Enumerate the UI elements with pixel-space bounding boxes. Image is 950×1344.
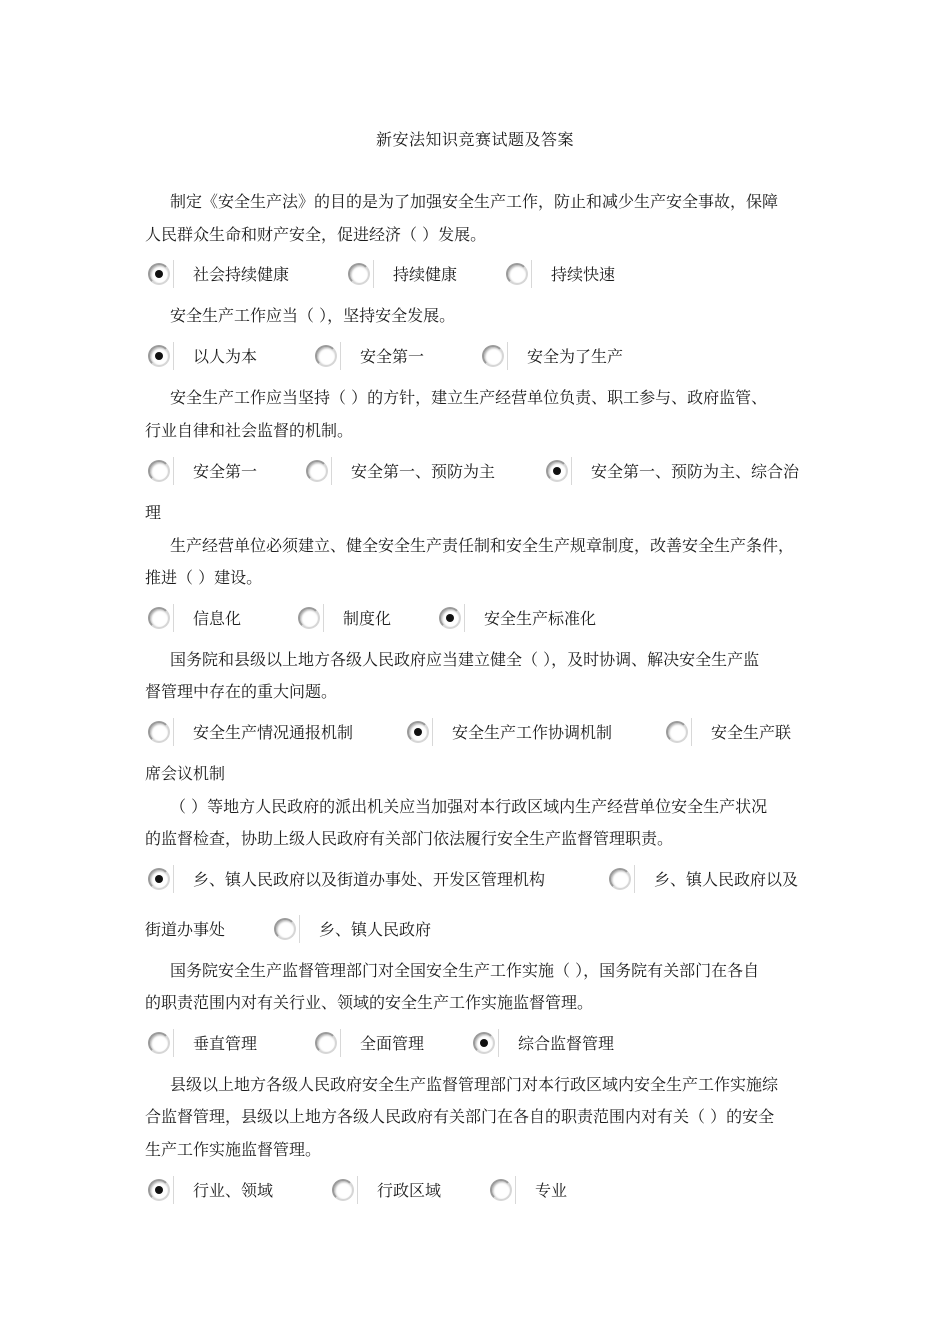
question-3-option-1-radio[interactable] bbox=[148, 455, 174, 487]
question-3-option-3-label-wrap: 理 bbox=[145, 503, 162, 522]
divider bbox=[173, 342, 174, 370]
divider bbox=[515, 1176, 516, 1204]
question-6-option-2-label: 乡、镇人民政府以及 bbox=[654, 870, 799, 889]
divider bbox=[173, 865, 174, 893]
question-2-option-1-radio[interactable] bbox=[148, 340, 174, 372]
question-7-option-3-radio[interactable] bbox=[473, 1027, 499, 1059]
question-8-option-1-label: 行业、领域 bbox=[193, 1181, 274, 1200]
radio-icon[interactable] bbox=[609, 868, 631, 890]
question-6-option-3-label: 乡、镇人民政府 bbox=[319, 920, 432, 939]
question-7-option-2-radio[interactable] bbox=[315, 1027, 341, 1059]
question-1-option-1-label: 社会持续健康 bbox=[193, 265, 290, 284]
question-8-option-1-radio[interactable] bbox=[148, 1174, 174, 1206]
divider bbox=[464, 604, 465, 632]
divider bbox=[340, 342, 341, 370]
question-8-option-2-label: 行政区域 bbox=[377, 1181, 442, 1200]
question-5-option-3-label: 安全生产联 bbox=[711, 723, 792, 742]
question-5-line-1: 国务院和县级以上地方各级人民政府应当建立健全（ ），及时协调、解决安全生产监 bbox=[170, 650, 760, 669]
radio-icon[interactable] bbox=[666, 721, 688, 743]
question-3-option-2-label: 安全第一、预防为主 bbox=[351, 462, 496, 481]
question-8-line-3: 生产工作实施监督管理。 bbox=[145, 1140, 322, 1159]
question-6-line-2: 的监督检查，协助上级人民政府有关部门依法履行安全生产监督管理职责。 bbox=[145, 829, 674, 848]
radio-icon[interactable] bbox=[148, 1032, 170, 1054]
question-2-option-2-radio[interactable] bbox=[315, 340, 341, 372]
radio-icon[interactable] bbox=[482, 345, 504, 367]
question-1-option-3-radio[interactable] bbox=[506, 258, 532, 290]
question-3-line-2: 行业自律和社会监督的机制。 bbox=[145, 421, 354, 440]
question-1-line-1: 制定《安全生产法》的目的是为了加强安全生产工作，防止和减少生产安全事故，保障 bbox=[170, 192, 779, 211]
radio-icon[interactable] bbox=[298, 607, 320, 629]
question-3-option-2-radio[interactable] bbox=[306, 455, 332, 487]
question-6-option-1-label: 乡、镇人民政府以及街道办事处、开发区管理机构 bbox=[193, 870, 546, 889]
radio-icon[interactable] bbox=[407, 721, 429, 743]
radio-icon[interactable] bbox=[148, 607, 170, 629]
question-6-line-1: （ ）等地方人民政府的派出机关应当加强对本行政区域内生产经营单位安全生产状况 bbox=[170, 797, 768, 816]
divider bbox=[173, 1176, 174, 1204]
question-5-option-1-radio[interactable] bbox=[148, 716, 174, 748]
question-4-option-2-label: 制度化 bbox=[343, 609, 392, 628]
question-4-option-1-radio[interactable] bbox=[148, 602, 174, 634]
radio-icon[interactable] bbox=[315, 345, 337, 367]
divider bbox=[432, 718, 433, 746]
divider bbox=[571, 457, 572, 485]
radio-icon[interactable] bbox=[332, 1179, 354, 1201]
question-3-option-3-radio[interactable] bbox=[546, 455, 572, 487]
radio-icon[interactable] bbox=[148, 345, 170, 367]
question-1-line-2: 人民群众生命和财产安全，促进经济（ ）发展。 bbox=[145, 225, 487, 244]
question-1-option-1-radio[interactable] bbox=[148, 258, 174, 290]
question-5-option-3-label-wrap: 席会议机制 bbox=[145, 764, 226, 783]
divider bbox=[299, 915, 300, 943]
question-4-line-1: 生产经营单位必须建立、健全安全生产责任制和安全生产规章制度，改善安全生产条件， bbox=[170, 536, 795, 555]
question-6-option-2-radio[interactable] bbox=[609, 863, 635, 895]
question-5-option-2-radio[interactable] bbox=[407, 716, 433, 748]
question-7-option-2-label: 全面管理 bbox=[360, 1034, 425, 1053]
question-6-option-3-radio[interactable] bbox=[274, 913, 300, 945]
question-4-option-3-radio[interactable] bbox=[439, 602, 465, 634]
radio-icon[interactable] bbox=[439, 607, 461, 629]
question-2-option-3-radio[interactable] bbox=[482, 340, 508, 372]
question-6-option-1-radio[interactable] bbox=[148, 863, 174, 895]
question-4-option-1-label: 信息化 bbox=[193, 609, 242, 628]
radio-icon[interactable] bbox=[148, 460, 170, 482]
radio-icon[interactable] bbox=[315, 1032, 337, 1054]
radio-icon[interactable] bbox=[148, 721, 170, 743]
question-5-line-2: 督管理中存在的重大问题。 bbox=[145, 682, 338, 701]
question-7-line-1: 国务院安全生产监督管理部门对全国安全生产工作实施（ ），国务院有关部门在各自 bbox=[170, 961, 760, 980]
question-5-option-1-label: 安全生产情况通报机制 bbox=[193, 723, 354, 742]
question-8-option-3-label: 专业 bbox=[535, 1181, 568, 1200]
radio-icon[interactable] bbox=[546, 460, 568, 482]
question-7-option-1-label: 垂直管理 bbox=[193, 1034, 258, 1053]
question-8-option-3-radio[interactable] bbox=[490, 1174, 516, 1206]
radio-icon[interactable] bbox=[148, 1179, 170, 1201]
question-5-option-2-label: 安全生产工作协调机制 bbox=[452, 723, 613, 742]
document-title: 新安法知识竞赛试题及答案 bbox=[375, 130, 574, 149]
divider bbox=[323, 604, 324, 632]
divider bbox=[357, 1176, 358, 1204]
question-4-option-3-label: 安全生产标准化 bbox=[484, 609, 597, 628]
question-7-line-2: 的职责范围内对有关行业、领域的安全生产工作实施监督管理。 bbox=[145, 993, 594, 1012]
divider bbox=[173, 457, 174, 485]
radio-icon[interactable] bbox=[348, 263, 370, 285]
divider bbox=[173, 604, 174, 632]
radio-icon[interactable] bbox=[473, 1032, 495, 1054]
question-2-option-3-label: 安全为了生产 bbox=[527, 347, 624, 366]
radio-icon[interactable] bbox=[148, 263, 170, 285]
radio-icon[interactable] bbox=[274, 918, 296, 940]
question-4-option-2-radio[interactable] bbox=[298, 602, 324, 634]
divider bbox=[507, 342, 508, 370]
question-7-option-3-label: 综合监督管理 bbox=[518, 1034, 615, 1053]
divider bbox=[498, 1029, 499, 1057]
divider bbox=[173, 718, 174, 746]
divider bbox=[634, 865, 635, 893]
question-1-option-2-label: 持续健康 bbox=[393, 265, 458, 284]
question-1-option-2-radio[interactable] bbox=[348, 258, 374, 290]
radio-icon[interactable] bbox=[506, 263, 528, 285]
divider bbox=[331, 457, 332, 485]
question-6-option-2-label-wrap: 街道办事处 bbox=[145, 920, 226, 939]
divider bbox=[531, 260, 532, 288]
radio-icon[interactable] bbox=[306, 460, 328, 482]
question-2-option-1-label: 以人为本 bbox=[193, 347, 258, 366]
question-1-option-3-label: 持续快速 bbox=[551, 265, 616, 284]
radio-icon[interactable] bbox=[490, 1179, 512, 1201]
question-8-option-2-radio[interactable] bbox=[332, 1174, 358, 1206]
question-7-option-1-radio[interactable] bbox=[148, 1027, 174, 1059]
divider bbox=[173, 260, 174, 288]
question-8-line-2: 合监督管理，县级以上地方各级人民政府有关部门在各自的职责范围内对有关（ ）的安全 bbox=[145, 1107, 775, 1126]
radio-icon[interactable] bbox=[148, 868, 170, 890]
question-4-line-2: 推进（ ）建设。 bbox=[145, 568, 263, 587]
question-2-option-2-label: 安全第一 bbox=[360, 347, 425, 366]
divider bbox=[173, 1029, 174, 1057]
question-3-option-1-label: 安全第一 bbox=[193, 462, 258, 481]
divider bbox=[691, 718, 692, 746]
divider bbox=[340, 1029, 341, 1057]
question-8-line-1: 县级以上地方各级人民政府安全生产监督管理部门对本行政区域内安全生产工作实施综 bbox=[170, 1075, 779, 1094]
question-2-line-1: 安全生产工作应当（ ），坚持安全发展。 bbox=[170, 306, 456, 325]
divider bbox=[373, 260, 374, 288]
question-3-option-3-label: 安全第一、预防为主、综合治 bbox=[591, 462, 800, 481]
question-3-line-1: 安全生产工作应当坚持（ ）的方针，建立生产经营单位负责、职工参与、政府监管、 bbox=[170, 388, 768, 407]
question-5-option-3-radio[interactable] bbox=[666, 716, 692, 748]
